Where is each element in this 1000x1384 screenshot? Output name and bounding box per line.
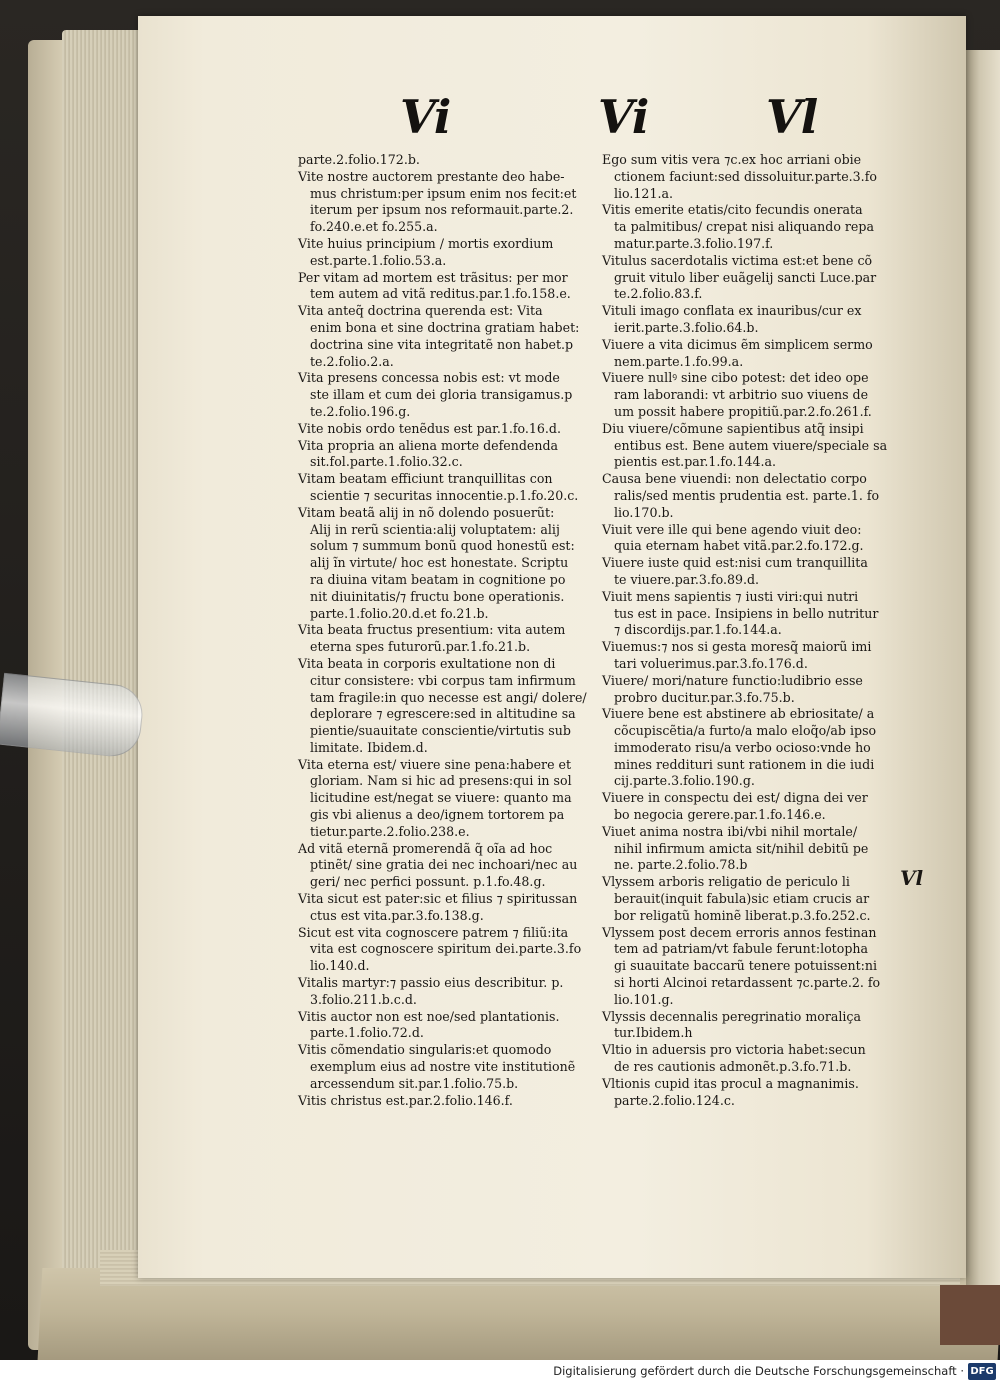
index-entry: Vitis emerite etatis/cito fecundis onerata ta palmitibus/ crepat nisi aliquando repa matur.parte.3.folio.197.f. (602, 202, 874, 251)
index-entry: Vite huius principium / mortis exordium est.parte.1.folio.53.a. (298, 235, 554, 268)
index-entry: Sicut est vita cognoscere patrem ⁊ filiũ:ita vita est cognoscere spiritum dei.parte.3.fo lio.140.d. (298, 924, 582, 974)
index-entry: Vita anteq̃ doctrina querenda est: Vita enim bona et sine doctrina gratiam habet: doctrina sine vita integritatẽ non habet.p te.2.folio.2.a. (298, 303, 580, 369)
dfg-logo-icon: DFG (968, 1363, 996, 1380)
running-header-right: Vl (766, 90, 818, 144)
index-entry: Causa bene viuendi: non delectatio corpo ralis/sed mentis prudentia est. parte.1. fo lio.170.b. (602, 471, 880, 520)
index-entry: Diu viuere/cõmune sapientibus atq̃ insipi entibus est. Bene autem viuere/speciale sa pientis est.par.1.fo.144.a. (602, 420, 888, 470)
text-column-left (298, 152, 600, 1109)
index-entry: Vita propria an aliena morte defendenda sit.fol.parte.1.folio.32.c. (298, 437, 559, 470)
running-header-center: Vi (598, 90, 649, 144)
text-column-right (602, 152, 898, 1109)
index-entry: parte.2.folio.172.b. (298, 152, 420, 167)
index-entry: Vlyssem arboris religatio de periculo li berauit(inquit fabula)sic etiam crucis ar bor religatũ hominẽ liberat.p.3.fo.252.c. (602, 874, 871, 923)
index-entry: Vitam beatã alij in nõ dolendo posuerũt: Alij in rerũ scientia:alij voluptatem: alij solum ⁊ summum bonũ quod honestũ est: alij ĩn virtute/ hoc est honestate. Scriptu ra diuina vitam beatam in cognitione po nit diuinitatis/⁊ fructu bone operationis. parte.1.folio.20.d.et fo.21.b. (298, 504, 575, 621)
index-entry: Viuere nullꝰ sine cibo potest: det ideo ope ram laborandi: vt arbitrio suo viuens de um possit habere propitiũ.par.2.fo.261.f. (602, 370, 872, 419)
index-entry: Vite nostre auctorem prestante deo habe- mus christum:per ipsum enim nos fecit:et iterum per ipsum nos reformauit.parte.2. fo.240.e.et fo.255.a. (298, 168, 577, 235)
index-entry: Viuere in conspectu dei est/ digna dei ver bo negocia gerere.par.1.fo.146.e. (602, 790, 868, 823)
index-entry: Vita beata fructus presentium: vita autem eterna spes futurorũ.par.1.fo.21.b. (298, 622, 566, 655)
running-header-left: Vi (400, 90, 451, 144)
binding-corner (940, 1285, 1000, 1345)
index-entry: Vltionis cupid itas procul a magnanimis. parte.2.folio.124.c. (602, 1075, 859, 1108)
index-entry: Viuit vere ille qui bene agendo viuit deo: quia eternam habet vitã.par.2.fo.172.g. (602, 521, 864, 554)
index-entry: Per vitam ad mortem est trãsitus: per mor tem autem ad vitã reditus.par.1.fo.158.e. (298, 269, 571, 302)
index-entry: Vita sicut est pater:sic et filius ⁊ spiritussan ctus est vita.par.3.fo.138.g. (298, 891, 578, 923)
index-entry: Vitalis martyr:⁊ passio eius describitur. p. 3.folio.211.b.c.d. (298, 975, 564, 1007)
index-entry: Vitis auctor non est noe/sed plantationis. parte.1.folio.72.d. (298, 1008, 560, 1041)
index-entry: Viuere iuste quid est:nisi cum tranquillita te viuere.par.3.fo.89.d. (602, 555, 868, 587)
index-entry: Ad vitã eternã promerendã q̃ oĩa ad hoc ptinẽt/ sine gratia dei nec inchoari/nec au geri/ nec perfici possunt. p.1.fo.48.g. (298, 840, 578, 890)
index-entry: Viuet anima nostra ibi/vbi nihil mortale/ nihil infirmum amicta sit/nihil debitũ pe ne. parte.2.folio.78.b (602, 823, 869, 873)
page-holder-strip (0, 673, 145, 759)
index-entry: Viuere a vita dicimus ẽm simplicem sermo nem.parte.1.fo.99.a. (602, 336, 873, 369)
index-entry: Ego sum vitis vera ⁊c.ex hoc arriani obie ctionem faciunt:sed dissoluitur.parte.3.fo lio.121.a. (602, 152, 877, 201)
index-entry: Vltio in aduersis pro victoria habet:secun de res cautionis admonẽt.p.3.fo.71.b. (602, 1042, 866, 1075)
index-entry: Vlyssis decennalis peregrinatio moraliça tur.Ibidem.h (602, 1008, 861, 1041)
footer-bar (0, 1360, 1000, 1384)
index-entry: Viuit mens sapientis ⁊ iusti viri:qui nutri tus est in pace. Insipiens in bello nutritur ⁊ discordijs.par.1.fo.144.a. (602, 588, 879, 638)
footer-credit: Digitalisierung gefördert durch die Deutsche Forschungsgemeinschaft · (553, 1364, 964, 1378)
index-entry: Vituli imago conflata ex inauribus/cur ex ierit.parte.3.folio.64.b. (602, 303, 862, 335)
index-entry: Vitulus sacerdotalis victima est:et bene cõ gruit vitulo liber euãgelij sancti Luce.par te.2.folio.83.f. (602, 252, 877, 302)
index-entry: Vitis christus est.par.2.folio.146.f. (298, 1092, 513, 1108)
index-entry: Vite nobis ordo tenẽdus est par.1.fo.16.d. (298, 420, 561, 436)
facing-page-edge (966, 50, 1000, 1290)
index-entry: Vlyssem post decem erroris annos festinan tem ad patriam/vt fabule ferunt:lotopha gi suauitate baccarũ tenere potuissent:ni si horti Alcinoi retardassent ⁊c.parte.2. fo lio.101.g. (602, 924, 881, 1007)
index-entry: Viuere bene est abstinere ab ebriositate/ a cõcupiscẽtia/a furto/a malo eloq̃o/ab ipso immoderato risu/a verbo ocioso:vnde ho mines reddituri sunt rationem in die iudi cij.parte.3.folio.190.g. (602, 706, 877, 789)
index-entry: Vita presens concessa nobis est: vt mode ste illam et cum dei gloria transigamus.p te.2.folio.196.g. (298, 370, 573, 419)
index-entry: Vita beata in corporis exultatione non di citur consistere: vbi corpus tam infirmum tam fragile:in quo necesse est angi/ dolere/ deplorare ⁊ egrescere:sed in altitudine sa pientie/suauitate conscientie/virtutis sub limitate. Ibidem.d. (298, 655, 587, 755)
index-entry: Viuere/ mori/nature functio:ludibrio esse probro ducitur.par.3.fo.75.b. (602, 672, 863, 705)
index-entry: Vita eterna est/ viuere sine pena:habere et gloriam. Nam si hic ad presens:qui in sol licitudine est/negat se viuere: quanto ma gis vbi alienus a deo/ignem tortorem pa tietur.parte.2.folio.238.e. (298, 756, 572, 839)
index-entry: Vitam beatam efficiunt tranquillitas con scientie ⁊ securitas innocentie.p.1.fo.20.c. (298, 471, 579, 503)
index-entry: Vitis cõmendatio singularis:et quomodo exemplum eius ad nostre vite institutionẽ arcessendum sit.par.1.folio.75.b. (298, 1042, 576, 1091)
index-entry: Viuemus:⁊ nos si gesta moresq̃ maiorũ imi tari voluerimus.par.3.fo.176.d. (602, 639, 872, 671)
margin-letter-mark: Vl (900, 866, 924, 890)
